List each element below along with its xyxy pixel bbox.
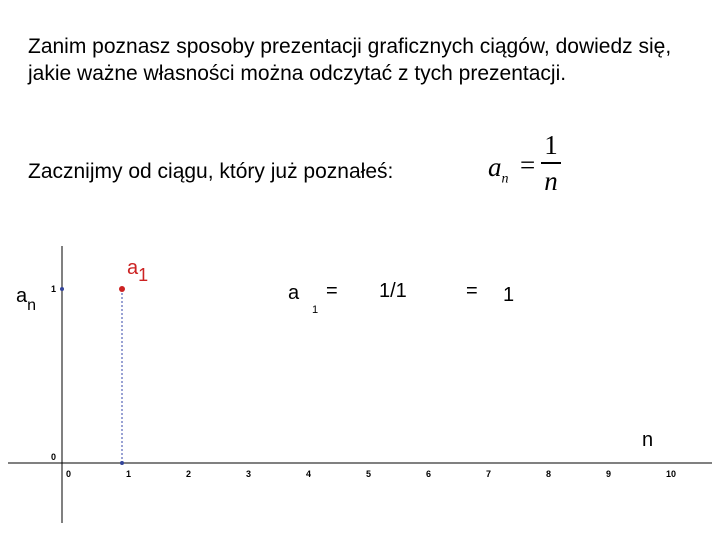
x-tick-6: 6 <box>426 469 432 479</box>
y-tick-0: 0 <box>51 452 57 462</box>
y-axis-marker <box>60 287 64 291</box>
calc-sub: 1 <box>312 304 319 316</box>
x-tick-labels <box>66 469 676 479</box>
x-axis-label: n <box>642 429 654 451</box>
point-label: a1 <box>127 257 149 285</box>
intro-text: Zanim poznasz sposoby prezentacji graficznych ciągów, dowiedz się, jakie ważne własności można odczytać z tych prezentacji. <box>28 35 672 85</box>
x-tick-1: 1 <box>126 469 132 479</box>
x-tick-3: 3 <box>246 469 252 479</box>
x-tick-10: 10 <box>666 469 677 479</box>
calc-eq1: = <box>326 280 338 302</box>
x-tick-7: 7 <box>486 469 492 479</box>
data-point-a1 <box>119 286 125 292</box>
x-tick-5: 5 <box>366 469 372 479</box>
formula-numerator: 1 <box>544 130 558 160</box>
formula-lhs: $a_n$ <box>488 152 509 187</box>
x-tick-2: 2 <box>186 469 192 479</box>
x-tick-8: 8 <box>546 469 552 479</box>
x-tick-9: 9 <box>606 469 612 479</box>
start-text: Zacznijmy od ciągu, który już poznałeś: <box>28 160 394 183</box>
x-tick-0: 0 <box>66 469 72 479</box>
formula-denominator: n <box>544 166 558 196</box>
formula-equals: = <box>520 150 536 180</box>
calc-fraction: 1/1 <box>379 280 407 302</box>
x-axis-marker <box>120 461 124 465</box>
y-tick-1: 1 <box>51 284 57 294</box>
y-axis-label: $a_n$ <box>16 285 37 314</box>
x-tick-4: 4 <box>306 469 312 479</box>
calc-a: a <box>288 282 300 304</box>
calc-eq2: = <box>466 280 478 302</box>
calc-result: 1 <box>503 284 515 306</box>
